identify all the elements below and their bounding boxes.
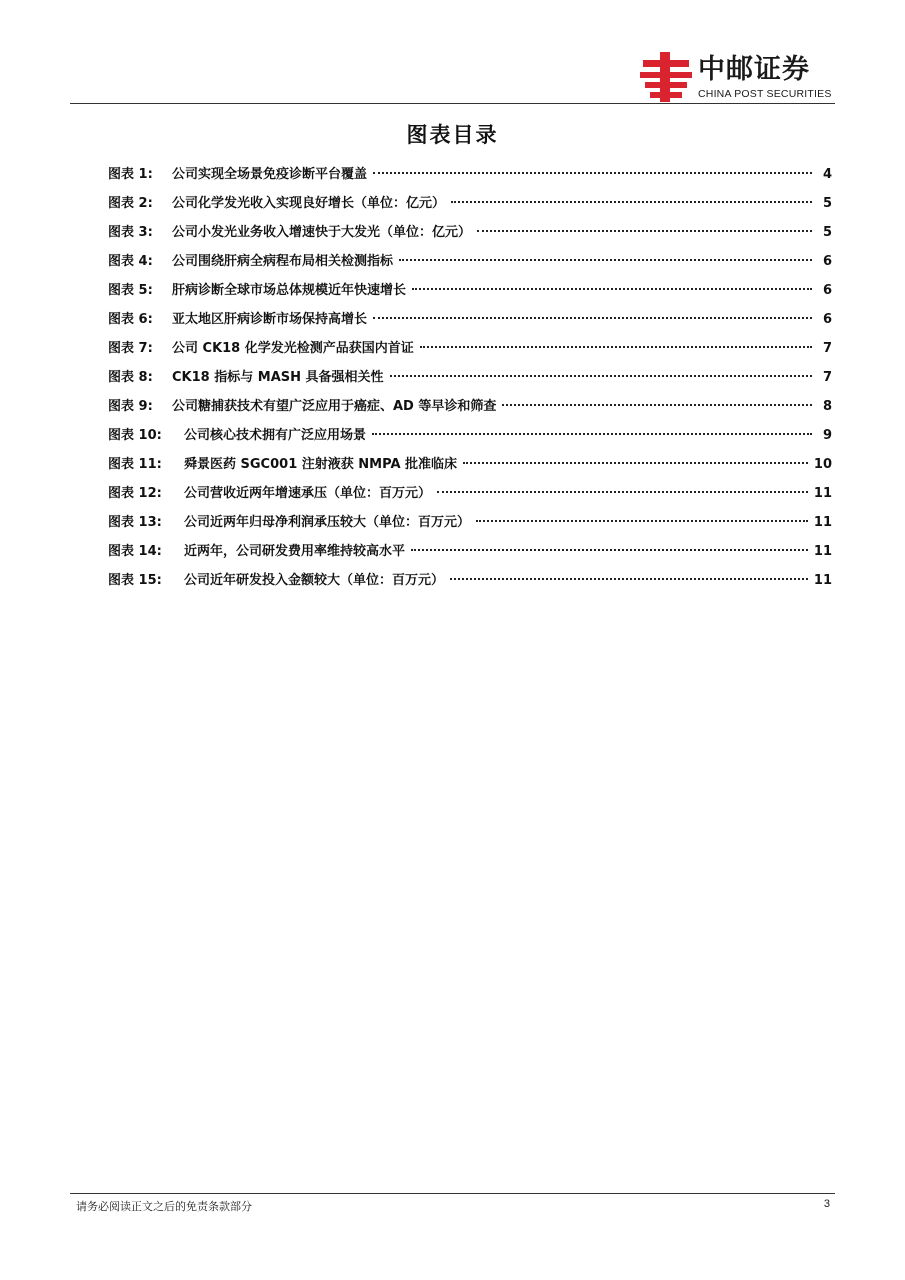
toc-dot-leader bbox=[420, 346, 812, 348]
toc-entry[interactable] bbox=[108, 508, 832, 537]
toc-entry[interactable] bbox=[108, 276, 832, 305]
toc-dot-leader bbox=[411, 549, 808, 551]
toc-entry-label: 图表 2: bbox=[108, 196, 153, 211]
toc-entry[interactable] bbox=[108, 450, 832, 479]
toc-entry-title: 公司小发光业务收入增速快于大发光（单位：亿元） bbox=[172, 225, 472, 240]
toc-entry-page: 11 bbox=[813, 544, 832, 559]
toc-entry-title: 公司化学发光收入实现良好增长（单位：亿元） bbox=[172, 196, 446, 211]
toc-entry-label: 图表 6: bbox=[108, 312, 153, 327]
toc-entry-label: 图表 15: bbox=[108, 573, 162, 588]
toc-entry-title: 公司营收近两年增速承压（单位：百万元） bbox=[184, 486, 432, 501]
toc-dot-leader bbox=[477, 230, 812, 232]
toc-dot-leader bbox=[390, 375, 812, 377]
toc-entry[interactable] bbox=[108, 189, 832, 218]
toc-entry-label: 图表 8: bbox=[108, 370, 153, 385]
logo-chinese-name: 中邮证券 bbox=[698, 54, 810, 85]
toc-entry[interactable] bbox=[108, 566, 832, 595]
toc-entry-title: 公司近两年归母净利润承压较大（单位：百万元） bbox=[184, 515, 471, 530]
toc-entry-page: 10 bbox=[813, 457, 832, 472]
toc-entry-page: 11 bbox=[813, 515, 832, 530]
toc-entry-page: 8 bbox=[822, 399, 832, 414]
page-title: 图表目录 bbox=[406, 123, 499, 147]
toc-dot-leader bbox=[372, 433, 812, 435]
toc-entry-label: 图表 4: bbox=[108, 254, 153, 269]
toc-dot-leader bbox=[373, 172, 812, 174]
toc-entry-page: 6 bbox=[822, 254, 832, 269]
toc-entry[interactable] bbox=[108, 479, 832, 508]
toc-entry-label: 图表 11: bbox=[108, 457, 162, 472]
toc-entry-label: 图表 12: bbox=[108, 486, 162, 501]
footer-disclaimer: 请务必阅读正文之后的免责条款部分 bbox=[76, 1200, 252, 1213]
toc-entry-page: 11 bbox=[813, 573, 832, 588]
toc-entry-page: 7 bbox=[822, 341, 832, 356]
toc-entry[interactable] bbox=[108, 363, 832, 392]
toc-entry-label: 图表 13: bbox=[108, 515, 162, 530]
toc-entry-page: 7 bbox=[822, 370, 832, 385]
toc-entry[interactable] bbox=[108, 247, 832, 276]
toc-entry-page: 11 bbox=[813, 486, 832, 501]
header-divider bbox=[70, 103, 835, 104]
toc-entry-label: 图表 10: bbox=[108, 428, 162, 443]
logo-english-name: CHINA POST SECURITIES bbox=[698, 88, 832, 100]
toc-entry-title: 公司核心技术拥有广泛应用场景 bbox=[184, 428, 367, 443]
toc-dot-leader bbox=[450, 578, 808, 580]
toc-entry-title: 肝病诊断全球市场总体规模近年快速增长 bbox=[172, 283, 407, 298]
toc-entry-page: 4 bbox=[822, 167, 832, 182]
toc-entry-title: 近两年，公司研发费用率维持较高水平 bbox=[184, 544, 406, 559]
footer-divider bbox=[70, 1193, 835, 1194]
figure-table-of-contents bbox=[108, 160, 832, 595]
toc-entry-label: 图表 14: bbox=[108, 544, 162, 559]
toc-entry-title: 公司 CK18 化学发光检测产品获国内首证 bbox=[172, 341, 414, 356]
toc-entry[interactable] bbox=[108, 218, 832, 247]
toc-entry[interactable] bbox=[108, 392, 832, 421]
toc-entry-page: 6 bbox=[822, 283, 832, 298]
toc-entry[interactable] bbox=[108, 421, 832, 450]
company-logo bbox=[640, 52, 840, 102]
toc-entry-title: 公司近年研发投入金额较大（单位：百万元） bbox=[184, 573, 445, 588]
toc-dot-leader bbox=[463, 462, 808, 464]
toc-entry-page: 5 bbox=[822, 225, 832, 240]
toc-dot-leader bbox=[373, 317, 812, 319]
toc-entry-label: 图表 9: bbox=[108, 399, 153, 414]
toc-entry-title: 公司围绕肝病全病程布局相关检测指标 bbox=[172, 254, 394, 269]
toc-entry-title: 公司糖捕获技术有望广泛应用于癌症、AD 等早诊和筛查 bbox=[172, 399, 497, 414]
page-header bbox=[0, 0, 905, 104]
toc-entry-page: 6 bbox=[822, 312, 832, 327]
toc-dot-leader bbox=[451, 201, 812, 203]
toc-entry[interactable] bbox=[108, 537, 832, 566]
toc-dot-leader bbox=[412, 288, 812, 290]
toc-entry-label: 图表 1: bbox=[108, 167, 153, 182]
toc-entry-title: 舜景医药 SGC001 注射液获 NMPA 批准临床 bbox=[184, 457, 458, 472]
china-post-logo-icon bbox=[640, 52, 692, 102]
toc-entry[interactable] bbox=[108, 334, 832, 363]
toc-entry-title: 公司实现全场景免疫诊断平台覆盖 bbox=[172, 167, 368, 182]
toc-dot-leader bbox=[502, 404, 812, 406]
toc-entry[interactable] bbox=[108, 305, 832, 334]
footer-page-number: 3 bbox=[823, 1198, 830, 1210]
toc-entry-page: 9 bbox=[822, 428, 832, 443]
toc-dot-leader bbox=[399, 259, 812, 261]
toc-entry-page: 5 bbox=[822, 196, 832, 211]
toc-entry-label: 图表 7: bbox=[108, 341, 153, 356]
toc-dot-leader bbox=[476, 520, 808, 522]
toc-dot-leader bbox=[437, 491, 808, 493]
toc-entry[interactable] bbox=[108, 160, 832, 189]
toc-entry-title: 亚太地区肝病诊断市场保持高增长 bbox=[172, 312, 368, 327]
toc-entry-title: CK18 指标与 MASH 具备强相关性 bbox=[172, 370, 384, 385]
toc-entry-label: 图表 5: bbox=[108, 283, 153, 298]
toc-entry-label: 图表 3: bbox=[108, 225, 153, 240]
